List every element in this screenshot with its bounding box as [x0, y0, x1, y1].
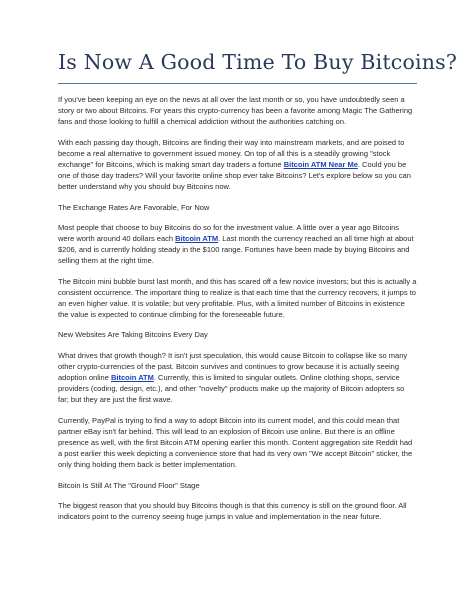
paragraph-text: What drives that growth though? It isn't just speculation, this would cause Bitcoin to collapse like so many other crypto-currencies of the past. Bitcoin survives and continues to grow because it is actually seeing adoption online: [58, 350, 408, 383]
paragraph-paypal: Currently, PayPal is trying to find a way to adopt Bitcoin into its current model, and this could mean that partner eBay isn't far behind. This will lead to an explosion of Bitcoin use online. But there is an offline presence as well, with the first Bitcoin ATM opening earlier this month. Content aggregation site Reddit had a post earlier this week depicting a convenience store that had its very own "We accept Bitcoin" sticker, the only thing holding them back is better implementation.: [58, 415, 413, 470]
paragraph-text: . Last month the currency reached an all time high at about $206, and is currently holding steady in the $100 range. Fortunes have been made by buying Bitcoins and selling them at the right time.: [58, 234, 414, 266]
title-divider: [58, 83, 417, 84]
paragraph-text: With each passing day though, Bitcoins are finding their way into mainstream markets, and are poised to become a real alternative to government issued money. On top of all this is a steadily growing "stock exchange" for Bitcoins, which is making smart day traders a fortune: [58, 137, 405, 170]
paragraph-ground-floor: The biggest reason that you should buy Bitcoins though is that this currency is still on the ground floor. All indicators point to the currency seeing huge jumps in value and implementation in the near future.: [58, 500, 407, 522]
paragraph-text: . Could you be one of those day traders? Will your favorite online shop ever take Bitcoins? Let's explore below so you can better understand why you should buy Bitcoins now.: [58, 160, 411, 192]
bitcoin-atm-near-me-link[interactable]: Bitcoin ATM Near Me: [283, 160, 358, 170]
bitcoin-atm-link[interactable]: Bitcoin ATM: [110, 373, 154, 383]
paragraph-text: Most people that choose to buy Bitcoins do so for the investment value. A little over a year ago Bitcoins were worth around 40 dollars each: [58, 222, 400, 244]
paragraph-intro: If you've been keeping an eye on the news at all over the last month or so, you have undoubtedly seen a story or two about Bitcoins. For years this crypto-currency has been a favorite among Magic The Gathering fans and those looking to fulfill a chemical addiction without the authorities catching on.: [58, 95, 413, 127]
bitcoin-atm-link[interactable]: Bitcoin ATM: [175, 234, 219, 244]
paragraph-mainstream: [58, 137, 417, 193]
paragraph-adoption: [58, 350, 417, 406]
section-heading-ground-floor: Bitcoin Is Still At The "Ground Floor" Stage: [58, 480, 200, 490]
section-heading-exchange-rates: The Exchange Rates Are Favorable, For Now: [58, 202, 210, 212]
paragraph-bubble: The Bitcoin mini bubble burst last month, and this has scared off a few novice investors; but this is actually a consistent occurrence. The important thing to realize is that each time that the currency recovers, it jumps to an even higher value. It is volatile; but very profitable. Plus, with a limited number of Bitcoins in existence the value is expected to continue climbing for the foreseeable future.: [58, 276, 417, 320]
section-heading-new-websites: New Websites Are Taking Bitcoins Every Day: [58, 330, 208, 340]
paragraph-investment: [58, 222, 417, 267]
article-body: [58, 94, 417, 522]
paragraph-text: . Currently, this is limited to singular outlets. Online clothing shops, service providers (coding, design, etc.), and other "novelty" products make up the majority of Bitcoin adopters so far; but they are just the first wave.: [58, 373, 405, 405]
page-title: Is Now A Good Time To Buy Bitcoins?: [58, 50, 458, 74]
